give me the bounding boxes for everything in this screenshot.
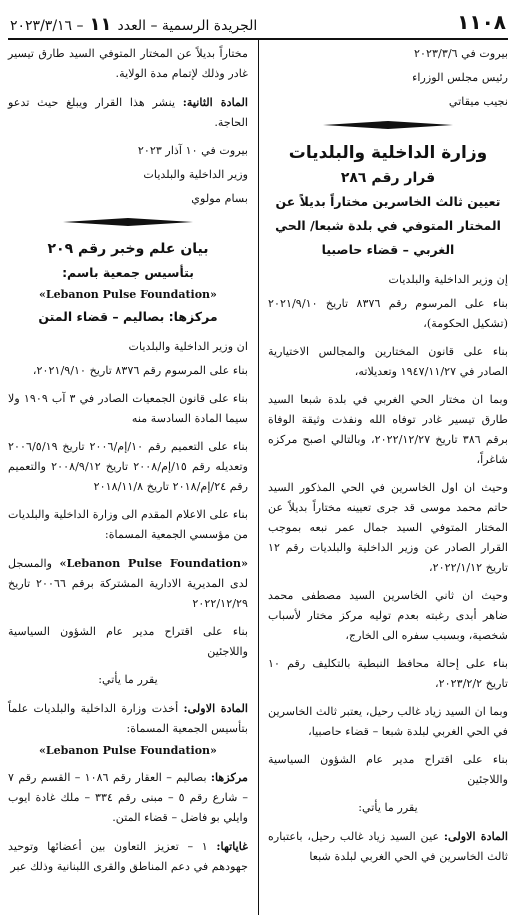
ministry-title: وزارة الداخلية والبلديات xyxy=(288,143,488,163)
decides-heading: يقرر ما يأتي: xyxy=(98,673,158,686)
notice-intro: ان وزير الداخلية والبلديات xyxy=(128,340,248,353)
right-column xyxy=(268,44,508,875)
recital-7: وبما ان السيد زياد غالب رحيل، يعتبر ثالث الخاسرين في الحي الغربي لبلدة شبعا – قضاء حاصبيا، xyxy=(268,705,508,738)
article-2-label: المادة الثانية: xyxy=(182,95,248,109)
notice-recital-5 xyxy=(8,553,248,614)
article-1 xyxy=(268,826,508,867)
sign-title: رئيس مجلس الوزراء xyxy=(412,71,508,84)
notice-recital-1: بناء على المرسوم رقم ٨٣٧٦ تاريخ ٢٠٢١/٩/١٠، xyxy=(32,364,248,377)
recital-6: بناء على إحالة محافظ النبطية بالتكليف رقم ١٠ تاريخ ٢٠٢٣/٢/٢، xyxy=(268,657,508,690)
article-1-continued: مختاراً بديلاً عن المختار المتوفي السيد طارق تيسير غادر وذلك لإتمام مدة الولاية. xyxy=(8,47,248,80)
sign-title: وزير الداخلية والبلديات xyxy=(143,168,248,181)
decision-subject: تعيين ثالث الخاسرين مختاراً بديلاً عن المختار المتوفي في بلدة شبعا/ الحي الغربي – قضاء حاصبيا xyxy=(275,194,501,257)
notice-article-1-text: أخذت وزارة الداخلية والبلديات علماً بتأسيس الجمعية المسماة: xyxy=(8,702,248,735)
article-1-label: المادة الاولى: xyxy=(443,829,508,843)
left-column xyxy=(8,44,248,885)
decision-number: قرار رقم ٢٨٦ xyxy=(340,170,436,186)
hq-text: بصاليم – العقار رقم ١٠٨٦ – القسم رقم ٧ – شارع رقم ٥ – مبنى رقم ٣٣٤ – ملك غادة ايوب وايلي بو فاضل – قضاء المتن. xyxy=(8,771,248,824)
issue-date: – ٢٠٢٣/٣/١٦ xyxy=(10,18,84,34)
association-address xyxy=(8,767,248,828)
notice-recital-3: بناء على التعميم رقم ١٠/إم/٢٠٠٦ تاريخ ٢٠٠٦/٥/١٩ وتعديله رقم ١٥/إم/٢٠٠٨ تاريخ ٢٠٠٨/٩/١٢ والتعميم رقم ٢٤/إم/٢٠١٨ تاريخ ٢٠١٨/١١/٨ xyxy=(8,440,248,493)
recital-2: بناء على قانون المختارين والمجالس الاختيارية الصادر في ١٩٤٧/١١/٢٧ وتعديلاته، xyxy=(268,345,508,378)
association-name-repeat: «Lebanon Pulse Foundation» xyxy=(39,744,217,757)
page-number: ١١٠٨ xyxy=(457,10,506,34)
section-divider xyxy=(323,120,453,130)
registration-text: والمسجل لدى المديرية الادارية المشتركة برقم ٢٠٠٦٦ تاريخ ٢٠٢٢/١٢/٢٩ xyxy=(8,557,248,610)
goals-label: غاياتها: xyxy=(216,839,248,853)
recital-4: وحيث ان اول الخاسرين في الحي المذكور السيد حاتم محمد موسى قد جرى تعيينه مختاراً بديلاً عن المختار المتوفي السيد جمال عمر نبعه بموجب القرار الصادر عن وزير الداخلية والبلديات رقم ١٢ تاريخ ٢٠٢٢/١/١٢، xyxy=(268,481,508,574)
sign-place-date: بيروت في ١٠ آذار ٢٠٢٣ xyxy=(137,144,248,157)
notice-recital-2: بناء على قانون الجمعيات الصادر في ٣ آب ١٩٠٩ ولا سيما المادة السادسة منه xyxy=(8,392,249,425)
notice-subtitle: بتأسيس جمعية باسم: xyxy=(62,265,194,280)
notice-recital-6: بناء على اقتراح مدير عام الشؤون السياسية واللاجئين xyxy=(8,625,248,658)
issue-number: ١١ xyxy=(89,14,112,35)
page-header xyxy=(8,10,508,36)
decision-intro: إن وزير الداخلية والبلديات xyxy=(388,273,508,286)
notice-article-1 xyxy=(8,698,248,739)
recital-5: وحيث ان ثاني الخاسرين السيد مصطفى محمد ضاهر أبدى رغبته بعدم توليه مركز مختار لأسباب شخصية، وبسبب سفره الى الخارج، xyxy=(268,589,508,642)
sign-place-date: بيروت في ٢٠٢٣/٣/٦ xyxy=(414,47,508,60)
association-name: «Lebanon Pulse Foundation» xyxy=(39,288,217,301)
hq-label: مركزها: xyxy=(210,770,248,784)
notice-title: بيان علم وخبر رقم ٢٠٩ xyxy=(47,241,209,257)
article-2-text: ينشر هذا القرار ويبلغ حيث تدعو الحاجة. xyxy=(8,96,248,129)
sign-name: بسام مولوي xyxy=(191,192,248,205)
gazette-name: الجريدة الرسمية – العدد xyxy=(117,18,258,34)
registered-association-name: «Lebanon Pulse Foundation» xyxy=(59,556,248,570)
sign-name: نجيب ميقاتي xyxy=(448,95,508,108)
decides-heading: يقرر ما يأتي: xyxy=(358,801,418,814)
association-goals xyxy=(8,836,248,877)
gazette-title xyxy=(10,14,257,35)
recital-8: بناء على اقتراح مدير عام الشؤون السياسية واللاجئين xyxy=(268,753,508,786)
notice-recital-4: بناء على الاعلام المقدم الى وزارة الداخلية والبلديات من مؤسسي الجمعية المسماة: xyxy=(8,508,248,541)
association-hq: مركزها: بصاليم – قضاء المتن xyxy=(38,309,218,324)
recital-1: بناء على المرسوم رقم ٨٣٧٦ تاريخ ٢٠٢١/٩/١٠ (تشكيل الحكومة)، xyxy=(268,297,508,330)
article-1-text: عين السيد زياد غالب رحيل، باعتباره ثالث الخاسرين في الحي الغربي لبلدة شبعا xyxy=(268,830,508,863)
recital-3: وبما ان مختار الحي الغربي في بلدة شبعا السيد طارق تيسير غادر توفاه الله ونفذت وثيقة الوفاة برقم ٣٨٦ تاريخ ٢٠٢٢/١٢/٢٧، وبالتالي اصبح مركزه شاغراً، xyxy=(268,393,508,466)
article-2 xyxy=(8,92,248,133)
goals-text: ١ – تعزيز التعاون بين أعضائها وتوحيد جهودهم في دعم المناطق والقرى اللبنانية وذلك عبر xyxy=(8,840,248,873)
column-divider xyxy=(258,40,259,915)
notice-article-1-label: المادة الاولى: xyxy=(183,701,248,715)
section-divider xyxy=(63,217,193,227)
